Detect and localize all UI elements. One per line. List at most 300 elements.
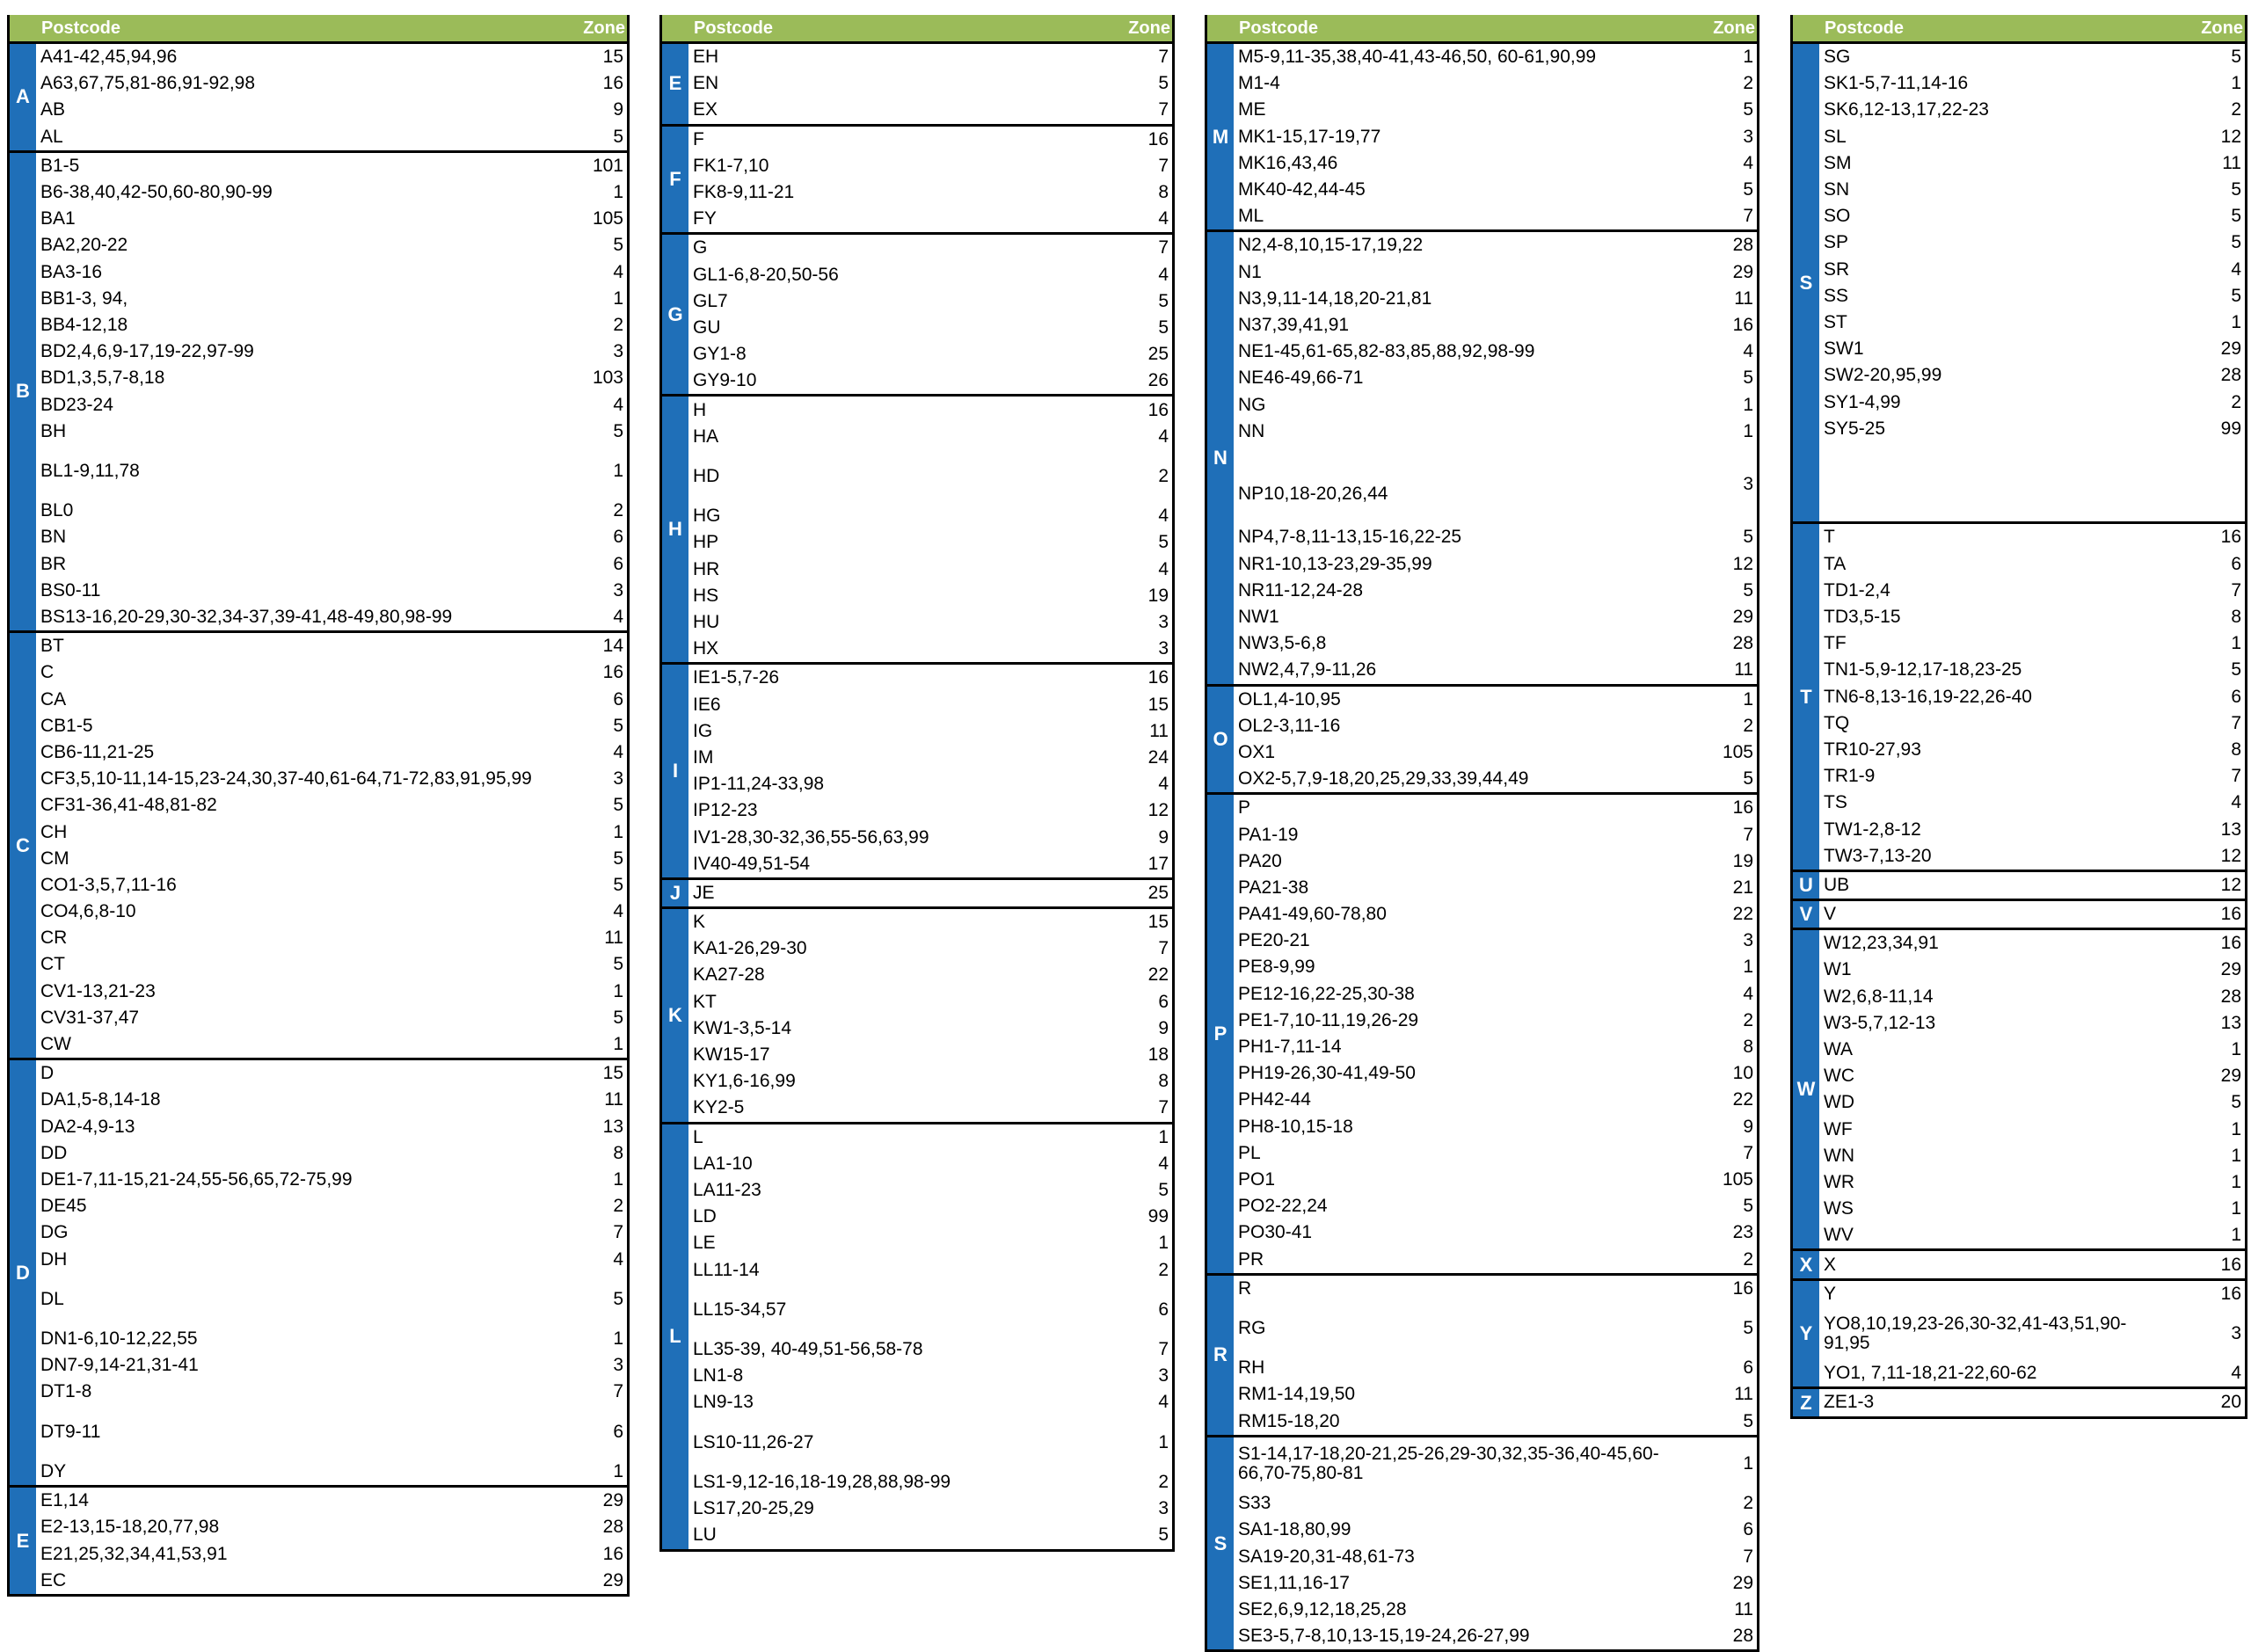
- zone-cell: 13: [602, 1116, 623, 1137]
- table-row: [36, 1060, 627, 1087]
- postcode-table-2: [659, 15, 1175, 1552]
- table-row: [36, 633, 627, 659]
- postcode-cell: CR: [40, 928, 68, 949]
- postcode-cell: LS17,20-25,29: [693, 1498, 814, 1519]
- zone-cell: 1: [2231, 73, 2241, 94]
- table-row: [36, 1541, 627, 1568]
- group-rows: [36, 1060, 627, 1485]
- zone-cell: 2: [1158, 1259, 1169, 1280]
- group-letter: H: [662, 397, 688, 662]
- zone-cell: 16: [602, 662, 623, 683]
- zone-cell: 5: [1158, 1525, 1169, 1546]
- zone-cell: 5: [613, 715, 623, 736]
- table-row: [1234, 1140, 1757, 1167]
- zone-cell: 15: [1147, 912, 1169, 933]
- zone-cell: 16: [1732, 314, 1753, 335]
- zone-cell: 28: [2220, 365, 2241, 386]
- zone-cell: 29: [2220, 1066, 2241, 1087]
- postcode-cell: M1-4: [1238, 73, 1280, 94]
- letter-group: [662, 397, 1172, 665]
- table-row: [688, 1015, 1172, 1042]
- table-row: [1819, 843, 2245, 870]
- postcode-cell: GL7: [693, 290, 728, 311]
- zone-cell: 9: [1158, 826, 1169, 848]
- group-letter: V: [1793, 901, 1819, 928]
- table-row: [688, 989, 1172, 1015]
- table-row: [688, 341, 1172, 368]
- postcode-cell: BA1: [40, 208, 76, 229]
- postcode-cell: F: [693, 128, 704, 149]
- table-row: [688, 909, 1172, 935]
- zone-cell: 29: [1732, 1572, 1753, 1593]
- group-rows: [1234, 232, 1757, 683]
- table-row: [1819, 1089, 2245, 1116]
- table-row: [688, 127, 1172, 153]
- letter-group: [10, 1488, 627, 1594]
- zone-cell: 16: [1732, 1277, 1753, 1299]
- postcode-cell: GY1-8: [693, 344, 747, 365]
- zone-cell: 12: [1732, 553, 1753, 574]
- postcode-cell: NR1-10,13-23,29-35,99: [1238, 553, 1432, 574]
- zone-cell: 1: [613, 460, 623, 481]
- postcode-cell: UB: [1824, 874, 1850, 895]
- postcode-cell: LN1-8: [693, 1365, 744, 1386]
- table-row: [1819, 1307, 2245, 1360]
- zone-cell: 3: [1743, 474, 1753, 495]
- zone-cell: 16: [2220, 933, 2241, 954]
- table-header: [1207, 15, 1757, 44]
- zone-cell: 5: [2231, 206, 2241, 227]
- zone-cell: 5: [1743, 1318, 1753, 1339]
- zone-cell: 1: [1743, 394, 1753, 415]
- table-row: [1234, 70, 1757, 97]
- letter-group: [1793, 1281, 2245, 1390]
- table-row: [688, 1042, 1172, 1068]
- table-row: [688, 636, 1172, 662]
- table-row: [1234, 928, 1757, 954]
- table-row: [36, 925, 627, 951]
- table-row: [1234, 312, 1757, 338]
- table-row: [1234, 1034, 1757, 1060]
- postcode-cell: NR11-12,24-28: [1238, 579, 1364, 600]
- zone-cell: 13: [2220, 819, 2241, 840]
- postcode-cell: SW2-20,95,99: [1824, 365, 1942, 386]
- table-row: [688, 153, 1172, 179]
- group-rows: [1819, 1251, 2245, 1277]
- zone-cell: 5: [1158, 317, 1169, 338]
- group-rows: [688, 44, 1172, 124]
- table-row: [36, 1514, 627, 1540]
- letter-group: [662, 665, 1172, 880]
- table-row: [688, 288, 1172, 315]
- table-row: [36, 124, 627, 150]
- postcode-cell: LD: [693, 1206, 717, 1227]
- postcode-cell: BA3-16: [40, 261, 103, 282]
- table-row: [36, 1219, 627, 1246]
- table-row: [36, 1273, 627, 1326]
- postcode-cell: GL1-6,8-20,50-56: [693, 264, 839, 285]
- postcode-cell: CH: [40, 821, 68, 842]
- postcode-cell: WR: [1824, 1171, 1854, 1192]
- postcode-cell: PA1-19: [1238, 824, 1299, 845]
- postcode-cell: MK40-42,44-45: [1238, 179, 1366, 200]
- postcode-cell: TW1-2,8-12: [1824, 819, 1921, 840]
- zone-cell: 28: [1732, 235, 1753, 256]
- postcode-cell: IV40-49,51-54: [693, 853, 811, 874]
- zone-cell: 2: [1743, 1248, 1753, 1270]
- postcode-cell: LL15-34,57: [693, 1299, 787, 1320]
- zone-column-header: Zone: [1128, 18, 1170, 38]
- postcode-cell: M5-9,11-35,38,40-41,43-46,50, 60-61,90,99: [1238, 47, 1597, 68]
- postcode-cell: BD1,3,5,7-8,18: [40, 368, 165, 389]
- postcode-cell: NW3,5-6,8: [1238, 633, 1327, 654]
- postcode-cell: SY5-25: [1824, 418, 1886, 439]
- zone-cell: 7: [2231, 712, 2241, 733]
- table-row: [36, 153, 627, 179]
- postcode-cell: WF: [1824, 1118, 1853, 1139]
- postcode-cell: BN: [40, 527, 67, 548]
- table-row: [1234, 1276, 1757, 1302]
- table-row: [1819, 416, 2245, 442]
- postcode-cell: TR1-9: [1824, 766, 1876, 787]
- table-row: [1819, 984, 2245, 1010]
- zone-cell: 15: [602, 47, 623, 68]
- postcode-cell: IE1-5,7-26: [693, 667, 780, 688]
- zone-cell: 5: [1743, 179, 1753, 200]
- table-row: [1234, 124, 1757, 150]
- table-row: [1819, 97, 2245, 123]
- table-row: [1234, 657, 1757, 683]
- zone-cell: 22: [1147, 964, 1169, 986]
- zone-cell: 4: [2231, 1363, 2241, 1384]
- zone-cell: 1: [1158, 1126, 1169, 1147]
- postcode-cell: MK1-15,17-19,77: [1238, 126, 1381, 147]
- postcode-cell: HS: [693, 585, 719, 606]
- postcode-cell: JE: [693, 882, 715, 903]
- zone-cell: 11: [1734, 659, 1753, 680]
- zone-cell: 1: [613, 287, 623, 309]
- table-row: [688, 1389, 1172, 1415]
- table-row: [36, 792, 627, 819]
- table-row: [1234, 44, 1757, 70]
- postcode-cell: D: [40, 1063, 55, 1084]
- zone-cell: 2: [1158, 465, 1169, 486]
- postcode-cell: NP4,7-8,11-13,15-16,22-25: [1238, 527, 1462, 548]
- zone-cell: 4: [1158, 426, 1169, 447]
- table-row: [688, 262, 1172, 288]
- table-row: [1819, 150, 2245, 177]
- postcode-cell: LN9-13: [693, 1392, 754, 1413]
- zone-cell: 16: [602, 73, 623, 94]
- zone-cell: 99: [2220, 418, 2241, 439]
- table-row: [688, 1230, 1172, 1256]
- postcode-cell: PH1-7,11-14: [1238, 1037, 1342, 1058]
- table-row: [1234, 1570, 1757, 1597]
- postcode-cell: PO30-41: [1238, 1222, 1313, 1243]
- zone-cell: 7: [613, 1222, 623, 1243]
- group-letter: L: [662, 1124, 688, 1549]
- group-letter: Z: [1793, 1389, 1819, 1415]
- table-row: [1819, 816, 2245, 842]
- postcode-cell: CT: [40, 954, 65, 975]
- zone-cell: 16: [2220, 1283, 2241, 1304]
- zone-cell: 29: [602, 1569, 623, 1590]
- letter-group: [662, 909, 1172, 1124]
- postcode-cell: AB: [40, 99, 66, 120]
- table-row: [688, 1256, 1172, 1283]
- postcode-cell: SW1: [1824, 338, 1864, 360]
- zone-cell: 2: [1158, 1472, 1169, 1493]
- postcode-cell: N37,39,41,91: [1238, 314, 1350, 335]
- postcode-cell: WV: [1824, 1225, 1854, 1246]
- postcode-cell: PE20-21: [1238, 930, 1310, 951]
- table-row: [1819, 957, 2245, 983]
- postcode-cell: PE1-7,10-11,19,26-29: [1238, 1009, 1419, 1030]
- table-row: [36, 1193, 627, 1219]
- zone-cell: 6: [2231, 686, 2241, 707]
- table-row: [36, 498, 627, 524]
- table-row: [36, 1459, 627, 1485]
- zone-cell: 5: [613, 1288, 623, 1309]
- group-rows: [1819, 1281, 2245, 1387]
- postcode-cell: SR: [1824, 258, 1850, 280]
- zone-cell: 1: [1743, 1452, 1753, 1474]
- zone-cell: 4: [613, 261, 623, 282]
- postcode-cell: DA2-4,9-13: [40, 1116, 135, 1137]
- zone-cell: 6: [613, 1421, 623, 1442]
- table-row: [36, 1140, 627, 1167]
- postcode-cell: RM15-18,20: [1238, 1410, 1340, 1431]
- table-row: [36, 659, 627, 686]
- table-row: [1819, 229, 2245, 256]
- table-row: [1234, 365, 1757, 391]
- postcode-cell: L: [693, 1126, 703, 1147]
- postcode-cell: N1: [1238, 261, 1262, 282]
- postcode-cell: KA1-26,29-30: [693, 938, 807, 959]
- table-row: [36, 872, 627, 899]
- group-rows: [688, 665, 1172, 877]
- postcode-cell: KW15-17: [693, 1044, 770, 1066]
- table-row: [1234, 981, 1757, 1008]
- table-row: [1819, 442, 2245, 522]
- zone-cell: 1: [1743, 420, 1753, 441]
- table-row: [36, 739, 627, 766]
- zone-cell: 2: [613, 1196, 623, 1217]
- postcode-cell: SL: [1824, 126, 1847, 147]
- postcode-cell: SG: [1824, 47, 1851, 68]
- table-row: [688, 1496, 1172, 1522]
- zone-cell: 24: [1147, 746, 1169, 768]
- table-row: [1234, 1246, 1757, 1272]
- letter-group: [10, 153, 627, 633]
- letter-group: [1793, 1389, 2245, 1415]
- postcode-cell: PA20: [1238, 850, 1282, 871]
- zone-cell: 25: [1147, 882, 1169, 903]
- postcode-cell: DL: [40, 1288, 64, 1309]
- letter-group: [1207, 44, 1757, 232]
- table-row: [688, 1336, 1172, 1363]
- postcode-cell: TS: [1824, 792, 1847, 813]
- table-row: [688, 851, 1172, 877]
- zone-cell: 1: [1158, 1233, 1169, 1254]
- postcode-cell: OX2-5,7,9-18,20,25,29,33,39,44,49: [1238, 768, 1529, 790]
- postcode-cell: TR10-27,93: [1824, 739, 1921, 760]
- group-rows: [36, 44, 627, 150]
- zone-cell: 29: [2220, 338, 2241, 360]
- postcode-cell: DH: [40, 1248, 68, 1270]
- table-row: [1819, 257, 2245, 283]
- zone-cell: 5: [2231, 47, 2241, 68]
- postcode-cell: KT: [693, 991, 717, 1012]
- table-row: [1819, 1196, 2245, 1222]
- zone-cell: 1: [2231, 1039, 2241, 1060]
- table-row: [1234, 687, 1757, 713]
- letter-group: [1793, 872, 2245, 901]
- zone-cell: 4: [1158, 264, 1169, 285]
- letter-group: [1793, 44, 2245, 524]
- group-letter: S: [1793, 44, 1819, 521]
- postcode-cell: CM: [40, 848, 69, 869]
- table-row: [1234, 1114, 1757, 1140]
- postcode-cell: B1-5: [40, 155, 80, 176]
- table-row: [688, 771, 1172, 797]
- zone-cell: 13: [2220, 1012, 2241, 1033]
- zone-cell: 3: [1743, 930, 1753, 951]
- zone-cell: 5: [613, 954, 623, 975]
- postcode-cell: FK1-7,10: [693, 155, 769, 176]
- postcode-cell: GU: [693, 317, 721, 338]
- table-row: [688, 315, 1172, 341]
- letter-group: [1207, 1437, 1757, 1650]
- table-row: [1234, 1008, 1757, 1034]
- postcode-cell: BL0: [40, 500, 74, 521]
- zone-cell: 7: [1158, 237, 1169, 258]
- table-row: [36, 44, 627, 70]
- table-row: [688, 70, 1172, 97]
- table-row: [688, 935, 1172, 962]
- postcode-cell: PH42-44: [1238, 1089, 1311, 1110]
- postcode-cell: OL1,4-10,95: [1238, 688, 1341, 710]
- zone-cell: 11: [1734, 287, 1753, 309]
- table-row: [1234, 203, 1757, 229]
- postcode-cell: SS: [1824, 285, 1849, 306]
- zone-cell: 1: [613, 182, 623, 202]
- table-row: [1819, 872, 2245, 899]
- table-row: [1234, 1623, 1757, 1649]
- table-row: [1234, 875, 1757, 901]
- zone-cell: 20: [2220, 1392, 2241, 1413]
- table-row: [1234, 821, 1757, 848]
- table-row: [688, 1284, 1172, 1336]
- letter-group: [1207, 232, 1757, 686]
- postcode-column-header: Postcode: [1239, 18, 1319, 38]
- zone-cell: 1: [1743, 47, 1753, 68]
- letter-group: [1793, 930, 2245, 1251]
- postcode-cell: MK16,43,46: [1238, 152, 1338, 173]
- group-rows: [688, 127, 1172, 233]
- postcode-cell: BT: [40, 636, 64, 657]
- postcode-cell: LL11-14: [693, 1259, 760, 1280]
- table-row: [36, 1087, 627, 1113]
- zone-cell: 1: [2231, 311, 2241, 332]
- zone-cell: 3: [613, 768, 623, 790]
- group-letter: A: [10, 44, 36, 150]
- zone-cell: 1: [613, 1034, 623, 1055]
- zone-cell: 3: [1158, 1498, 1169, 1519]
- postcode-cell: T: [1824, 527, 1835, 548]
- postcode-cell: W2,6,8-11,14: [1824, 986, 1934, 1007]
- zone-cell: 3: [1158, 1365, 1169, 1386]
- postcode-cell: DT1-8: [40, 1381, 92, 1402]
- postcode-cell: Y: [1824, 1283, 1837, 1304]
- table-row: [688, 1095, 1172, 1121]
- zone-cell: 3: [2231, 1323, 2241, 1344]
- letter-group: [1793, 901, 2245, 930]
- postcode-cell: HR: [693, 558, 720, 579]
- zone-cell: 16: [602, 1543, 623, 1564]
- table-row: [688, 450, 1172, 503]
- postcode-cell: TN1-5,9-12,17-18,23-25: [1824, 659, 2022, 680]
- table-row: [1234, 1060, 1757, 1087]
- zone-cell: 4: [613, 741, 623, 762]
- postcode-cell: S33: [1238, 1493, 1271, 1514]
- table-row: [1819, 930, 2245, 957]
- zone-cell: 16: [1147, 667, 1169, 688]
- zone-cell: 12: [2220, 126, 2241, 147]
- table-row: [688, 397, 1172, 423]
- table-row: [36, 819, 627, 845]
- table-row: [36, 418, 627, 445]
- postcode-cell: C: [40, 662, 55, 683]
- postcode-cell: RM1-14,19,50: [1238, 1384, 1356, 1405]
- postcode-cell: DY: [40, 1461, 67, 1482]
- postcode-cell: E1,14: [40, 1490, 89, 1511]
- postcode-cell: CB6-11,21-25: [40, 741, 155, 762]
- zone-cell: 3: [613, 341, 623, 362]
- postcode-cell: W3-5,7,12-13: [1824, 1012, 1936, 1033]
- zone-cell: 7: [1158, 938, 1169, 959]
- zone-cell: 28: [1732, 633, 1753, 654]
- postcode-cell: GY9-10: [693, 370, 757, 391]
- table-row: [1819, 657, 2245, 683]
- postcode-cell: EN: [693, 73, 719, 94]
- table-row: [1819, 551, 2245, 578]
- postcode-cell: SY1-4,99: [1824, 391, 1901, 412]
- group-rows: [1819, 930, 2245, 1248]
- zone-cell: 7: [1743, 1142, 1753, 1163]
- postcode-cell: BD2,4,6,9-17,19-22,97-99: [40, 341, 254, 362]
- zone-cell: 1: [613, 980, 623, 1001]
- group-letter: O: [1207, 687, 1234, 793]
- postcode-cell: NE1-45,61-65,82-83,85,88,92,98-99: [1238, 341, 1535, 362]
- zone-cell: 5: [1743, 579, 1753, 600]
- table-row: [1234, 177, 1757, 203]
- zone-cell: 28: [602, 1517, 623, 1538]
- zone-cell: 4: [1743, 983, 1753, 1004]
- table-row: [688, 797, 1172, 824]
- zone-cell: 6: [613, 553, 623, 574]
- table-row: [36, 286, 627, 312]
- zone-cell: 14: [602, 636, 623, 657]
- table-row: [1819, 1010, 2245, 1037]
- table-row: [688, 1469, 1172, 1496]
- postcode-cell: RG: [1238, 1318, 1266, 1339]
- postcode-cell: OL2-3,11-16: [1238, 715, 1341, 736]
- postcode-cell: PL: [1238, 1142, 1261, 1163]
- zone-cell: 8: [1743, 1037, 1753, 1058]
- table-row: [36, 1114, 627, 1140]
- postcode-cell: NN: [1238, 420, 1265, 441]
